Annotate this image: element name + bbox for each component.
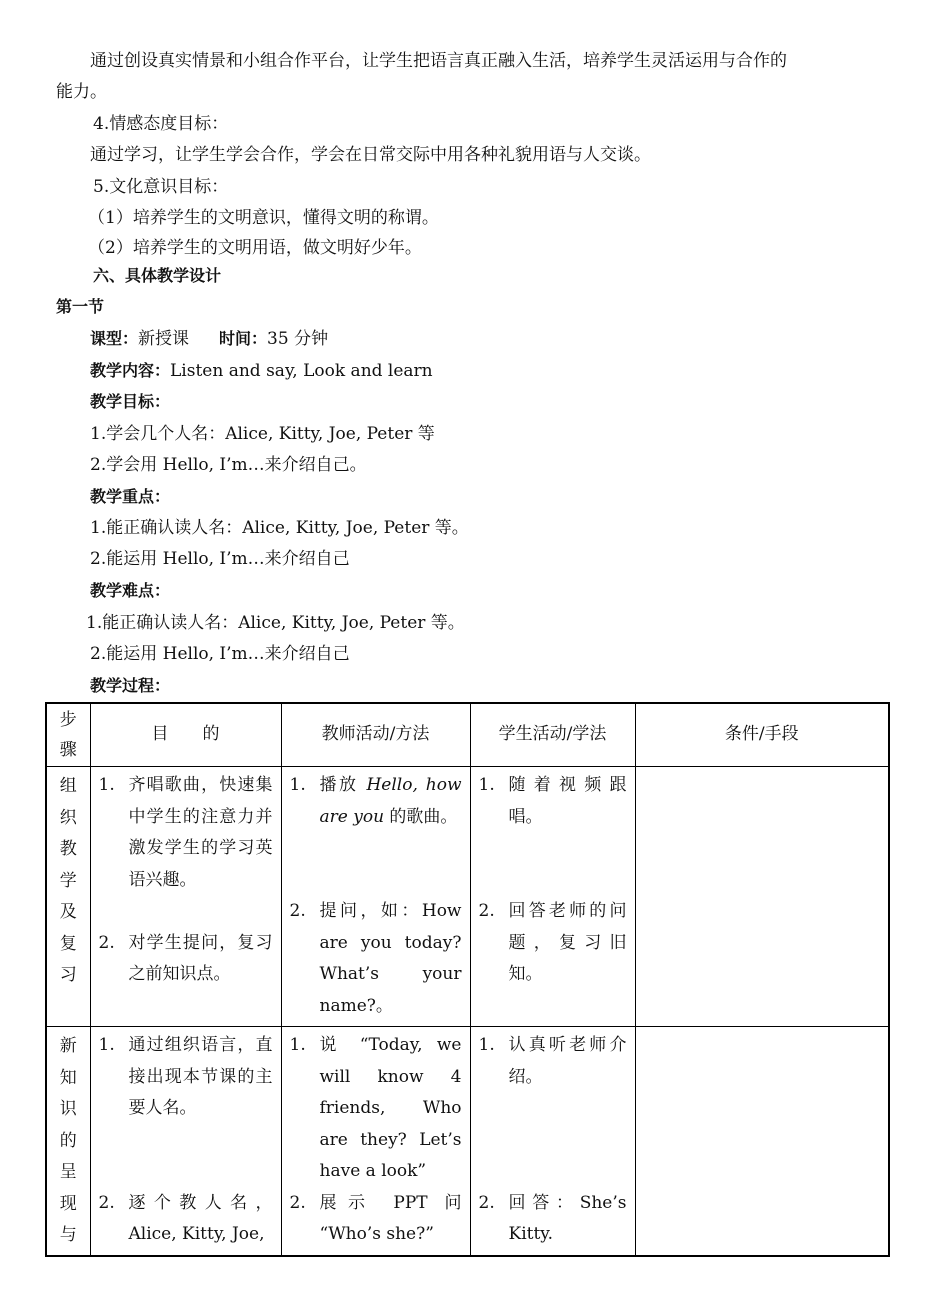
list-item: 1. 说 “Today, we will know 4 friends, Who are they? Let’s have a look” xyxy=(289,1035,462,1181)
key-point-2: 2.能运用 Hello, I’m…来介绍自己 xyxy=(90,549,350,569)
list-item: 2. 提问，如：How are you today? What’s your name?。 xyxy=(289,901,462,1016)
list-item: 2. 回答：She’s Kitty. xyxy=(478,1192,627,1244)
teaching-process-table xyxy=(45,702,890,1257)
student-activity-cell xyxy=(470,1027,635,1256)
process-label: 教学过程： xyxy=(90,676,171,695)
list-item: 1. 播放 Hello, how are you 的歌曲。 xyxy=(289,775,462,827)
lesson-time-value: 35 分钟 xyxy=(267,329,329,349)
emotion-goal-text: 通过学习，让学生学会合作，学会在日常交际中用各种礼貌用语与人交谈。 xyxy=(90,145,651,165)
step-cell: 新知识的呈现与 xyxy=(46,1027,90,1256)
list-item: 1. 认真听老师介绍。 xyxy=(478,1035,627,1087)
lesson-section-title: 第一节 xyxy=(56,297,105,316)
teaching-goal-2: 2.学会用 Hello, I’m…来介绍自己。 xyxy=(90,455,367,475)
list-item: 2. 展示 PPT 问 “Who’s she?” xyxy=(289,1192,462,1244)
teacher-activity-cell xyxy=(281,767,470,1027)
lesson-content-value: Listen and say, Look and learn xyxy=(170,361,433,381)
list-item: 2. 回答老师的问题，复习旧知。 xyxy=(478,901,627,984)
key-point-1: 1.能正确认读人名：Alice, Kitty, Joe, Peter 等。 xyxy=(90,518,469,538)
difficulty-2: 2.能运用 Hello, I’m…来介绍自己 xyxy=(90,644,350,664)
table-header-row xyxy=(46,703,889,767)
lesson-type-label: 课型： xyxy=(90,329,139,348)
culture-goal-item-2: （2）培养学生的文明用语，做文明好少年。 xyxy=(88,238,422,258)
student-activity-cell xyxy=(470,767,635,1027)
means-cell xyxy=(635,767,889,1027)
teacher-activity-cell xyxy=(281,1027,470,1256)
list-item: 1. 齐唱歌曲，快速集中学生的注意力并激发学生的学习英语兴趣。 xyxy=(98,775,273,890)
heading-emotion-goal: 4.情感态度目标： xyxy=(93,114,229,134)
lesson-content-line xyxy=(90,360,433,382)
lesson-content-label: 教学内容： xyxy=(90,361,171,380)
lesson-type-value: 新授课 xyxy=(138,329,190,349)
difficulty-label: 教学难点： xyxy=(90,581,171,600)
teaching-goal-label: 教学目标： xyxy=(90,392,171,411)
teaching-goal-1: 1.学会几个人名：Alice, Kitty, Joe, Peter 等 xyxy=(90,424,435,444)
key-point-label: 教学重点： xyxy=(90,487,171,506)
section-heading-design: 六、具体教学设计 xyxy=(93,266,222,285)
lesson-type-line xyxy=(90,328,328,350)
header-student-activity: 学生活动/学法 xyxy=(470,703,635,767)
table-row xyxy=(46,767,889,1027)
intro-paragraph-line-2: 能力。 xyxy=(56,82,107,102)
table-row xyxy=(46,1027,889,1256)
purpose-cell xyxy=(90,1027,281,1256)
list-item: 2. 逐个教人名，Alice, Kitty, Joe, xyxy=(98,1192,273,1244)
list-item: 2. 对学生提问，复习之前知识点。 xyxy=(98,932,273,984)
means-cell xyxy=(635,1027,889,1256)
list-item: 1. 随着视频跟唱。 xyxy=(478,775,627,827)
lesson-time-label: 时间： xyxy=(219,329,268,348)
header-teacher-activity: 教师活动/方法 xyxy=(281,703,470,767)
heading-culture-goal: 5.文化意识目标： xyxy=(93,177,229,197)
list-item: 1. 通过组织语言，直接出现本节课的主要人名。 xyxy=(98,1035,273,1118)
intro-paragraph-line-1: 通过创设真实情景和小组合作平台，让学生把语言真正融入生活，培养学生灵活运用与合作的 xyxy=(90,51,787,71)
header-means: 条件/手段 xyxy=(635,703,889,767)
purpose-cell xyxy=(90,767,281,1027)
header-purpose: 目 的 xyxy=(90,703,281,767)
header-step: 步骤 xyxy=(46,703,90,767)
culture-goal-item-1: （1）培养学生的文明意识，懂得文明的称谓。 xyxy=(88,208,439,228)
step-cell: 组织教学及复习 xyxy=(46,767,90,1027)
difficulty-1: 1.能正确认读人名：Alice, Kitty, Joe, Peter 等。 xyxy=(86,613,465,633)
